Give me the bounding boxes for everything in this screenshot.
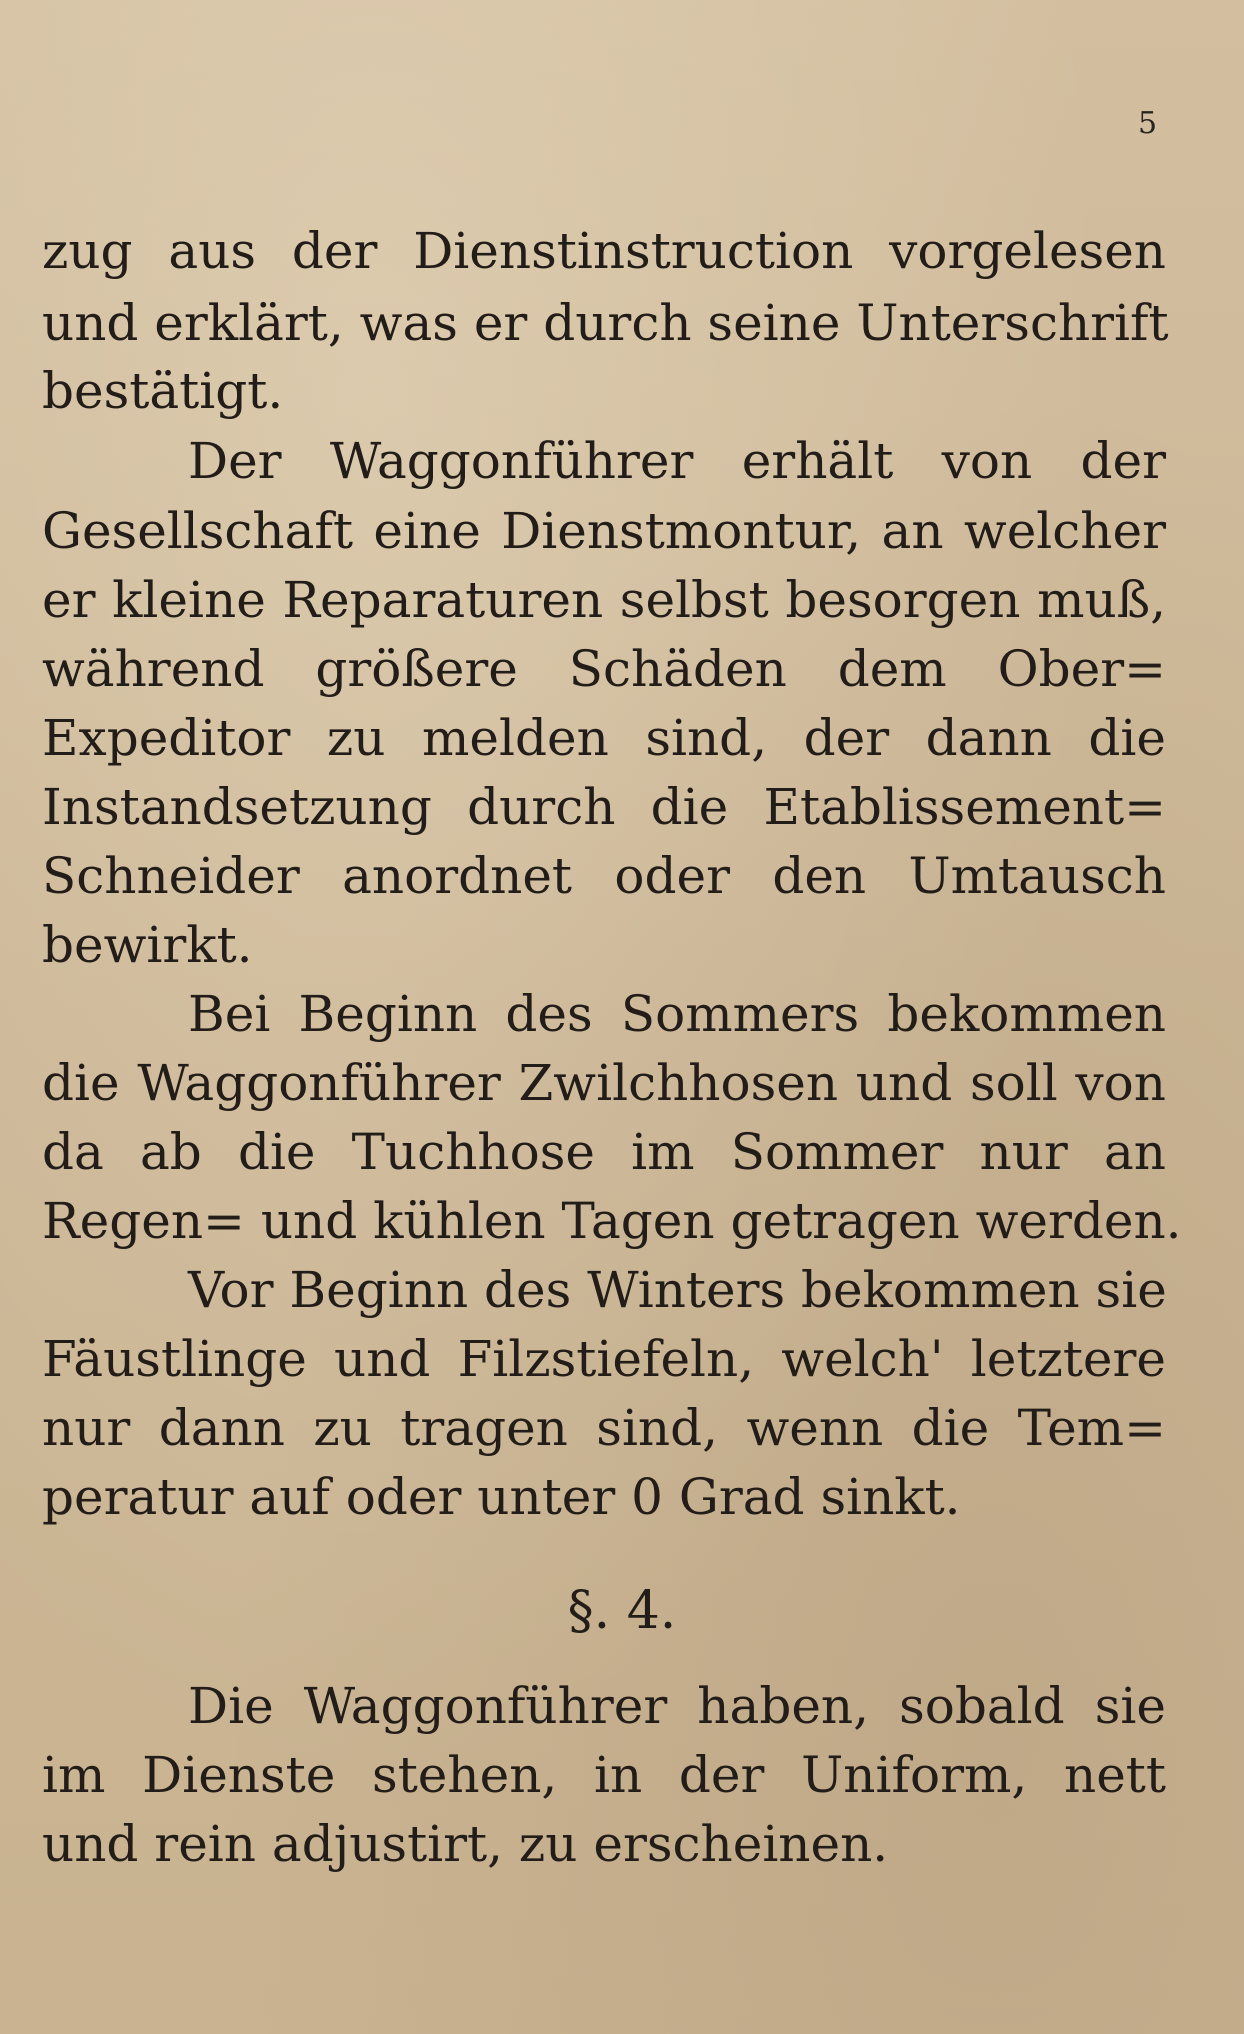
text-line: während größere Schäden dem Ober= <box>42 640 1166 698</box>
text-line: Expeditor zu melden sind, der dann die <box>42 709 1166 767</box>
section-heading: §. 4. <box>567 1581 677 1641</box>
text-line: peratur auf oder unter 0 Grad sinkt. <box>42 1468 961 1526</box>
paragraph-first-line: Vor Beginn des Winters bekommen sie <box>188 1261 1167 1319</box>
text-line: im Dienste stehen, in der Uniform, nett <box>42 1746 1166 1804</box>
text-line: die Waggonführer Zwilchhosen und soll von <box>42 1054 1166 1112</box>
text-line: Instandsetzung durch die Etablissement= <box>42 778 1166 836</box>
paragraph-first-line: Die Waggonführer haben, sobald sie <box>188 1677 1166 1735</box>
text-line: und erklärt, was er durch seine Unterschrift <box>42 294 1169 352</box>
text-line: da ab die Tuchhose im Sommer nur an <box>42 1123 1166 1181</box>
text-line: zug aus der Dienstinstruction vorgelesen <box>42 222 1166 280</box>
text-line: Fäustlinge und Filzstiefeln, welch' letztere <box>42 1330 1166 1388</box>
text-line: bewirkt. <box>42 916 253 974</box>
page-number: 5 <box>1138 106 1158 141</box>
text-line: und rein adjustirt, zu erscheinen. <box>42 1815 889 1873</box>
paragraph-first-line: Bei Beginn des Sommers bekommen <box>188 985 1166 1043</box>
text-line: Schneider anordnet oder den Umtausch <box>42 847 1166 905</box>
paragraph-first-line: Der Waggonführer erhält von der <box>188 432 1166 490</box>
text-line: er kleine Reparaturen selbst besorgen muß, <box>42 571 1166 629</box>
text-line: nur dann zu tragen sind, wenn die Tem= <box>42 1399 1166 1457</box>
text-line: Gesellschaft eine Dienstmontur, an welcher <box>42 502 1166 560</box>
text-line: bestätigt. <box>42 362 284 420</box>
text-line: Regen= und kühlen Tagen getragen werden. <box>42 1192 1182 1250</box>
